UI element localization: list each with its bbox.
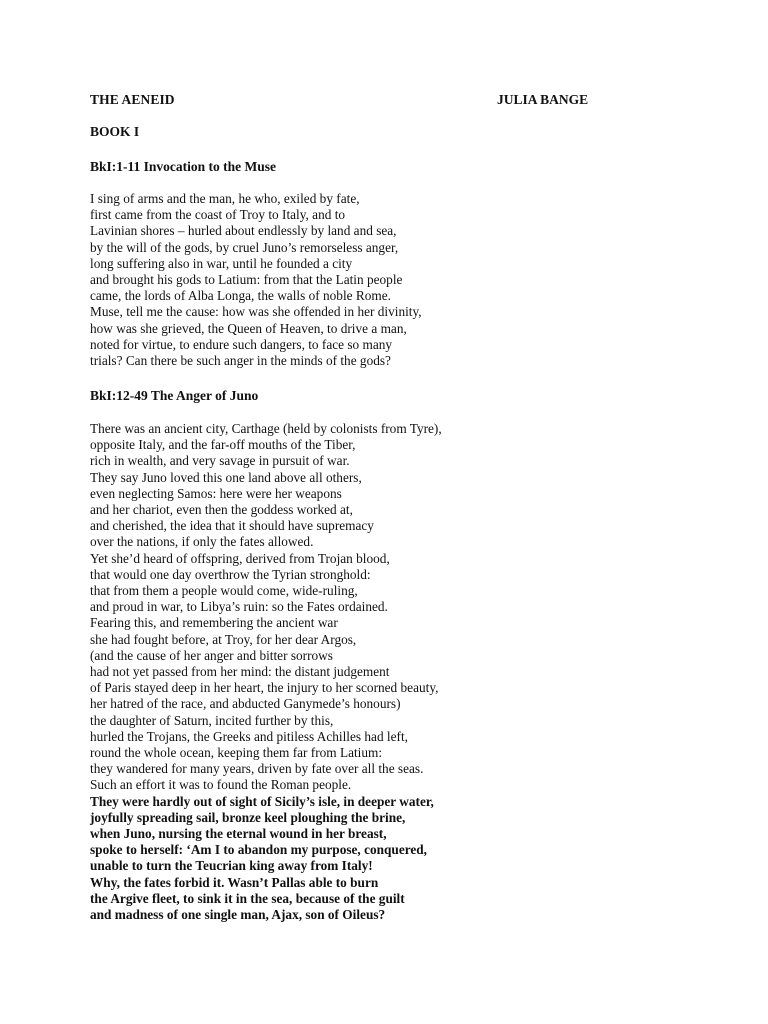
verse-line: and brought his gods to Latium: from that the Latin people: [90, 272, 403, 288]
verse-line: by the will of the gods, by cruel Juno’s remorseless anger,: [90, 239, 399, 255]
verse-line: hurled the Trojans, the Greeks and pitiless Achilles had left,: [90, 728, 408, 744]
verse-line: and cherished, the idea that it should have supremacy: [90, 518, 374, 534]
verse-line: round the whole ocean, keeping them far from Latium:: [90, 745, 383, 761]
verse-line: came, the lords of Alba Longa, the walls of noble Rome.: [90, 288, 391, 304]
verse-line: There was an ancient city, Carthage (held by colonists from Tyre),: [90, 421, 442, 436]
verse-line: they wandered for many years, driven by fate over all the seas.: [90, 761, 424, 777]
verse-line: Lavinian shores – hurled about endlessly by land and sea,: [90, 223, 397, 239]
verse-line: long suffering also in war, until he founded a city: [90, 255, 353, 271]
verse-line-bold: joyfully spreading sail, bronze keel ploughing the brine,: [90, 809, 406, 825]
verse-line: opposite Italy, and the far-off mouths of the Tiber,: [90, 437, 356, 453]
verse-line-bold: and madness of one single man, Ajax, son of Oileus?: [90, 907, 386, 923]
verse-line: her hatred of the race, and abducted Ganymede’s honours): [90, 696, 401, 712]
book-title: BOOK I: [90, 124, 140, 139]
verse-line: Such an effort it was to found the Roman people.: [90, 777, 352, 793]
verse-line: that from them a people would come, wide-ruling,: [90, 583, 358, 599]
verse-line-bold: They were hardly out of sight of Sicily’s isle, in deeper water,: [90, 793, 434, 809]
verse-line-bold: the Argive fleet, to sink it in the sea, because of the guilt: [90, 890, 405, 906]
verse-line: that would one day overthrow the Tyrian stronghold:: [90, 566, 371, 582]
verse-line-bold: unable to turn the Teucrian king away from Italy!: [90, 858, 373, 874]
verse-line: Fearing this, and remembering the ancient war: [90, 615, 338, 631]
section-heading-invocation: BkI:1-11 Invocation to the Muse: [90, 159, 277, 174]
verse-line-bold: spoke to herself: ‘Am I to abandon my purpose, conquered,: [90, 842, 427, 858]
section-heading-anger-of-juno: BkI:12-49 The Anger of Juno: [90, 388, 259, 403]
verse-line: Muse, tell me the cause: how was she offended in her divinity,: [90, 304, 422, 320]
work-title: THE AENEID: [90, 92, 175, 107]
verse-line: even neglecting Samos: here were her weapons: [90, 485, 342, 501]
verse-line: noted for virtue, to endure such dangers, to face so many: [90, 336, 393, 352]
verse-line: of Paris stayed deep in her heart, the injury to her scorned beauty,: [90, 680, 439, 696]
verse-line: Yet she’d heard of offspring, derived from Trojan blood,: [90, 550, 390, 566]
verse-line: (and the cause of her anger and bitter sorrows: [90, 647, 333, 663]
verse-line: and her chariot, even then the goddess worked at,: [90, 502, 353, 518]
verse-line: rich in wealth, and very savage in pursuit of war.: [90, 453, 350, 469]
verse-line: I sing of arms and the man, he who, exiled by fate,: [90, 191, 360, 206]
verse-line: and proud in war, to Libya’s ruin: so the Fates ordained.: [90, 599, 388, 615]
verse-line: how was she grieved, the Queen of Heaven, to drive a man,: [90, 320, 407, 336]
verse-block-invocation: [90, 191, 422, 369]
verse-line: first came from the coast of Troy to Italy, and to: [90, 207, 346, 223]
verse-line: had not yet passed from her mind: the distant judgement: [90, 664, 390, 680]
verse-line: They say Juno loved this one land above all others,: [90, 469, 362, 485]
verse-line: over the nations, if only the fates allowed.: [90, 534, 314, 550]
verse-line-bold: Why, the fates forbid it. Wasn’t Pallas able to burn: [90, 874, 379, 890]
author-name: JULIA BANGE: [497, 92, 589, 107]
verse-line-bold: when Juno, nursing the eternal wound in her breast,: [90, 826, 387, 842]
verse-line: trials? Can there be such anger in the minds of the gods?: [90, 353, 391, 369]
verse-block-anger-of-juno: [90, 421, 442, 923]
verse-line: the daughter of Saturn, incited further by this,: [90, 712, 334, 728]
verse-line: she had fought before, at Troy, for her dear Argos,: [90, 631, 357, 647]
